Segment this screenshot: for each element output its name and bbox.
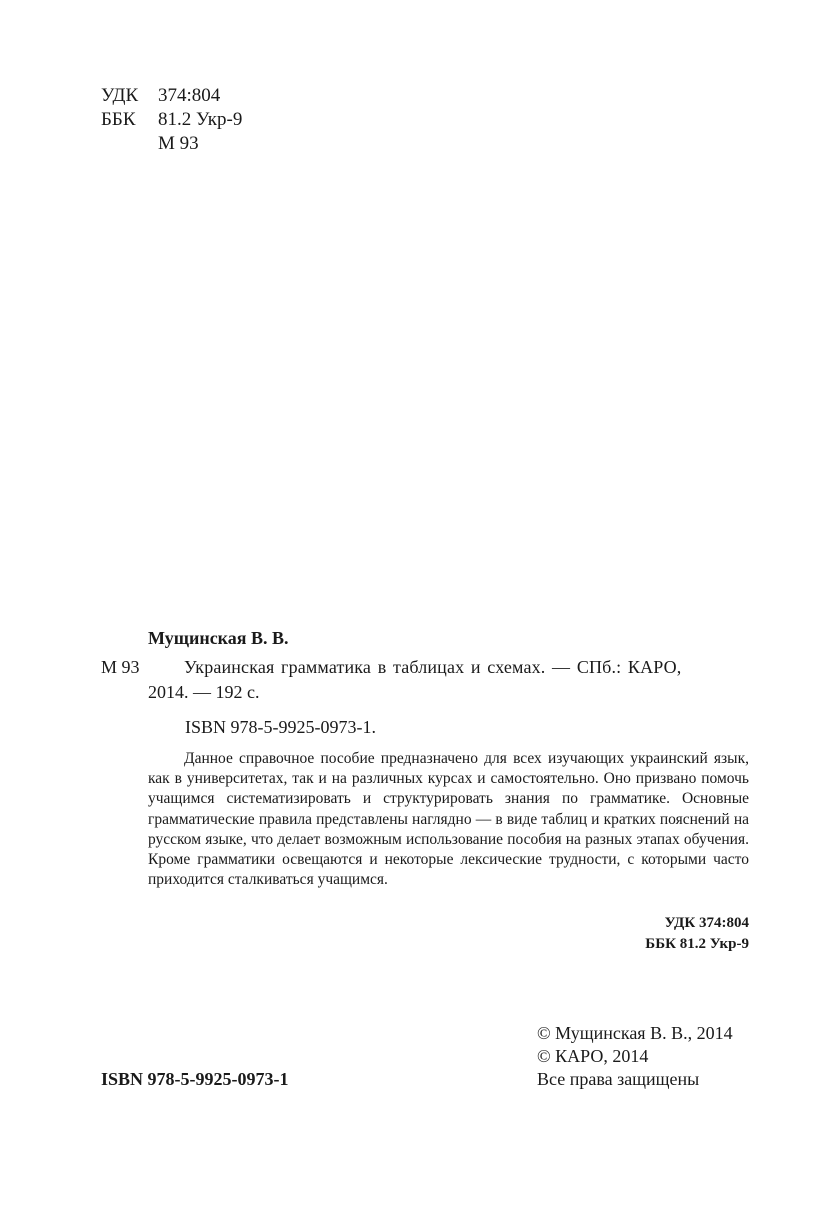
author-mark-row (101, 132, 242, 156)
udk-value: 374:804 (158, 85, 221, 106)
bbk-row (101, 108, 242, 132)
classification-block (645, 913, 749, 955)
catalog-indices (101, 84, 242, 156)
copyright-publisher: © КАРО, 2014 (537, 1046, 649, 1066)
copyright-author: © Мущинская В. В., 2014 (537, 1023, 733, 1043)
classification-bbk: ББК 81.2 Укр-9 (645, 936, 749, 952)
record-title-line1: Украинская грамматика в таблицах и схемах. — СПб.: КАРО, (184, 657, 682, 677)
record-author-mark: М 93 (101, 657, 140, 677)
annotation-text: Данное справочное пособие предназначено для всех изучающих украинский язык, как в университетах, так и на различных курсах и самостоятельно. Оно призвано помочь учащимся систематизировать и структурировать знания по грамматике. Основные грамматические правила представлены наглядно — в виде таблиц и кратких пояснений на русском языке, что делает возможным использование пособия на разных этапах обучения. Кроме грамматики освещаются и некоторые лексические трудности, с которыми часто приходится сталкиваться учащимся. (148, 750, 749, 889)
bbk-value: 81.2 Укр-9 (158, 109, 243, 130)
classification-udk: УДК 374:804 (664, 915, 749, 931)
udk-label: УДК (101, 85, 139, 106)
record-author: Мущинская В. В. (148, 628, 289, 648)
footer-isbn: ISBN 978-5-9925-0973-1 (101, 1069, 289, 1089)
bbk-label: ББК (101, 109, 136, 130)
rights-notice: Все права защищены (537, 1069, 700, 1089)
record-isbn: ISBN 978-5-9925-0973-1. (185, 717, 376, 737)
copyright-block (537, 1022, 733, 1091)
annotation (148, 749, 749, 890)
udk-row (101, 84, 242, 108)
author-mark: М 93 (158, 133, 199, 154)
record-title-line2: 2014. — 192 с. (148, 682, 260, 702)
